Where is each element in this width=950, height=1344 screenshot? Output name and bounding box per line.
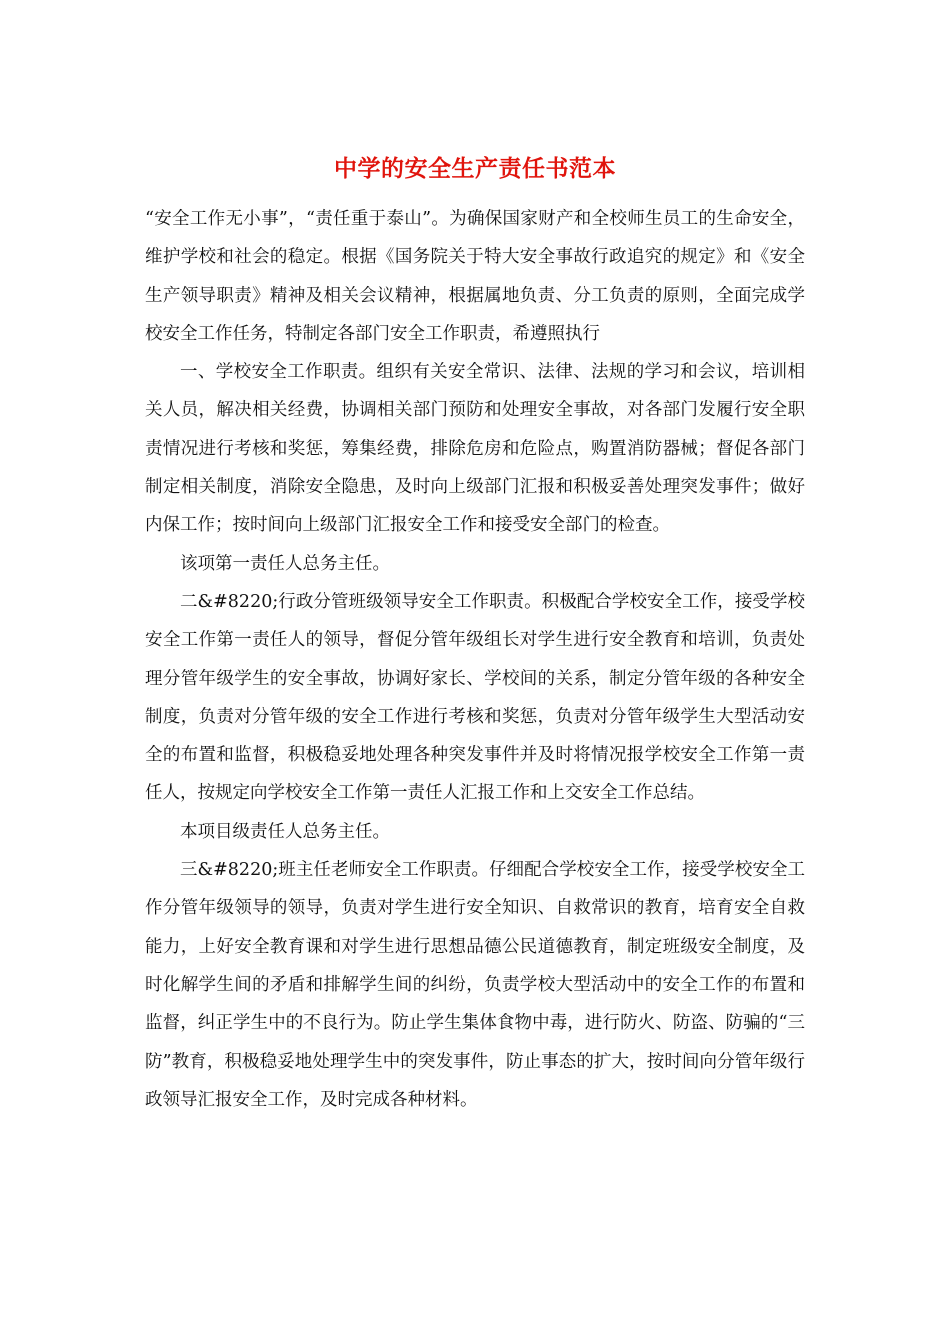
intro-paragraph: “安全工作无小事”，“责任重于泰山”。为确保国家财产和全校师生员工的生命安全，维护学校和社会的稳定。根据《国务院关于特大安全事故行政追究的规定》和《安全生产领导职责》精神及相关会议精神，根据属地负责、分工负责的原则，全面完成学校安全工作任务，特制定各部门安全工作职责，希遵照执行 bbox=[145, 209, 805, 344]
section-two-responsible: 本项目级责任人总务主任。 bbox=[180, 821, 390, 842]
document-title: 中学的安全生产责任书范本 bbox=[334, 155, 616, 182]
section-three-paragraph: 三&#8220;班主任老师安全工作职责。仔细配合学校安全工作，接受学校安全工作分管年级领导的领导，负责对学生进行安全知识、自救常识的教育，培育安全自救能力，上好安全教育课和对学生进行思想品德公民道德教育，制定班级安全制度，及时化解学生间的矛盾和排解学生间的纠纷，负责学校大型活动中的安全工作的布置和监督，纠正学生中的不良行为。防止学生集体食物中毒，进行防火、防盗、防骗的“三防”教育，积极稳妥地处理学生中的突发事件，防止事态的扩大，按时间向分管年级行政领导汇报安全工作，及时完成各种材料。 bbox=[145, 860, 805, 1110]
section-one-responsible: 该项第一责任人总务主任。 bbox=[180, 553, 390, 574]
section-two-paragraph: 二&#8220;行政分管班级领导安全工作职责。积极配合学校安全工作，接受学校安全工作第一责任人的领导，督促分管年级组长对学生进行安全教育和培训，负责处理分管年级学生的安全事故，协调好家长、学校间的关系，制定分管年级的各种安全制度，负责对分管年级的安全工作进行考核和奖惩，负责对分管年级学生大型活动安全的布置和监督，积极稳妥地处理各种突发事件并及时将情况报学校安全工作第一责任人，按规定向学校安全工作第一责任人汇报工作和上交安全工作总结。 bbox=[145, 591, 805, 804]
section-one-paragraph: 一、学校安全工作职责。组织有关安全常识、法律、法规的学习和会议，培训相关人员，解决相关经费，协调相关部门预防和处理安全事故，对各部门发履行安全职责情况进行考核和奖惩，筹集经费，排除危房和危险点，购置消防器械；督促各部门制定相关制度，消除安全隐患，及时向上级部门汇报和积极妥善处理突发事件；做好内保工作；按时间向上级部门汇报安全工作和接受安全部门的检查。 bbox=[145, 362, 805, 536]
document-page bbox=[145, 150, 805, 1119]
